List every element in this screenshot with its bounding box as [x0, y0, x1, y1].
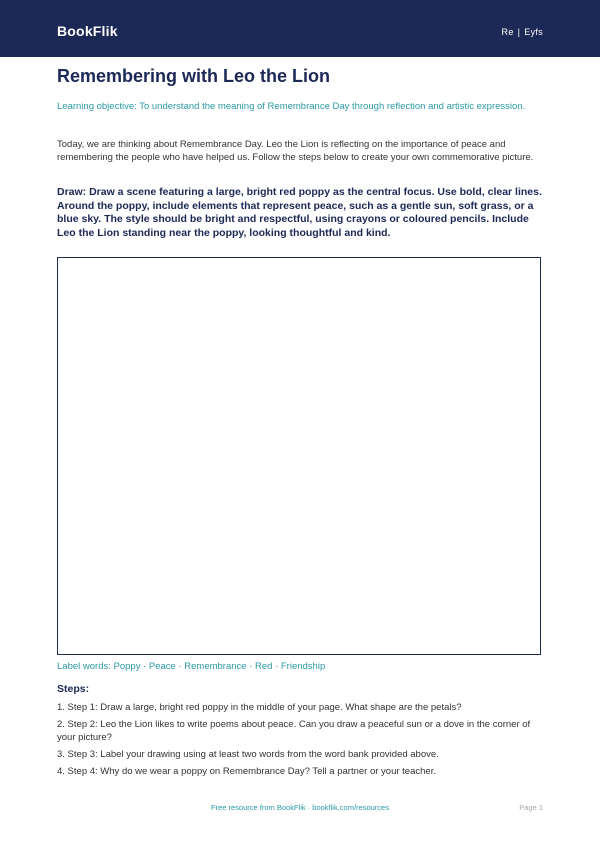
brand-logo: BookFlik [57, 23, 118, 39]
step-item: 4. Step 4: Why do we wear a poppy on Remembrance Day? Tell a partner or your teacher. [57, 766, 436, 777]
page-number: Page 1 [519, 803, 543, 812]
header-meta [502, 27, 543, 37]
page-header [0, 0, 600, 57]
separator: | [517, 27, 521, 37]
draw-instruction: Draw: Draw a scene featuring a large, bright red poppy as the central focus. Use bold, clear lines. Around the poppy, include elements that represent peace, such as a gentle sun, soft grass, or a blue sky. The style should be bright and respectful, using crayons or coloured pencils. Include Leo the Lion standing near the poppy, looking thoughtful and kind. [57, 186, 542, 239]
footer-note: Free resource from BookFlik · bookflik.com/resources [211, 803, 389, 812]
steps-heading: Steps: [57, 683, 90, 695]
drawing-area[interactable] [57, 257, 541, 655]
learning-objective: Learning objective: To understand the meaning of Remembrance Day through reflection and artistic expression. [57, 101, 526, 112]
step-item: 3. Step 3: Label your drawing using at least two words from the word bank provided above. [57, 749, 439, 760]
level-label: Eyfs [524, 27, 543, 37]
step-item: 2. Step 2: Leo the Lion likes to write poems about peace. Can you draw a peaceful sun or a dove in the corner of your picture? [57, 719, 531, 743]
page-title: Remembering with Leo the Lion [57, 66, 331, 86]
step-item: 1. Step 1: Draw a large, bright red poppy in the middle of your page. What shape are the petals? [57, 702, 462, 713]
steps-list [57, 701, 542, 782]
label-words: Label words: Poppy · Peace · Remembrance · Red · Friendship [57, 661, 326, 672]
intro-paragraph: Today, we are thinking about Remembrance Day. Leo the Lion is reflecting on the importance of peace and remembering the people who have helped us. Follow the steps below to create your own commemorative picture. [57, 139, 534, 163]
subject-label: Re [501, 27, 514, 37]
